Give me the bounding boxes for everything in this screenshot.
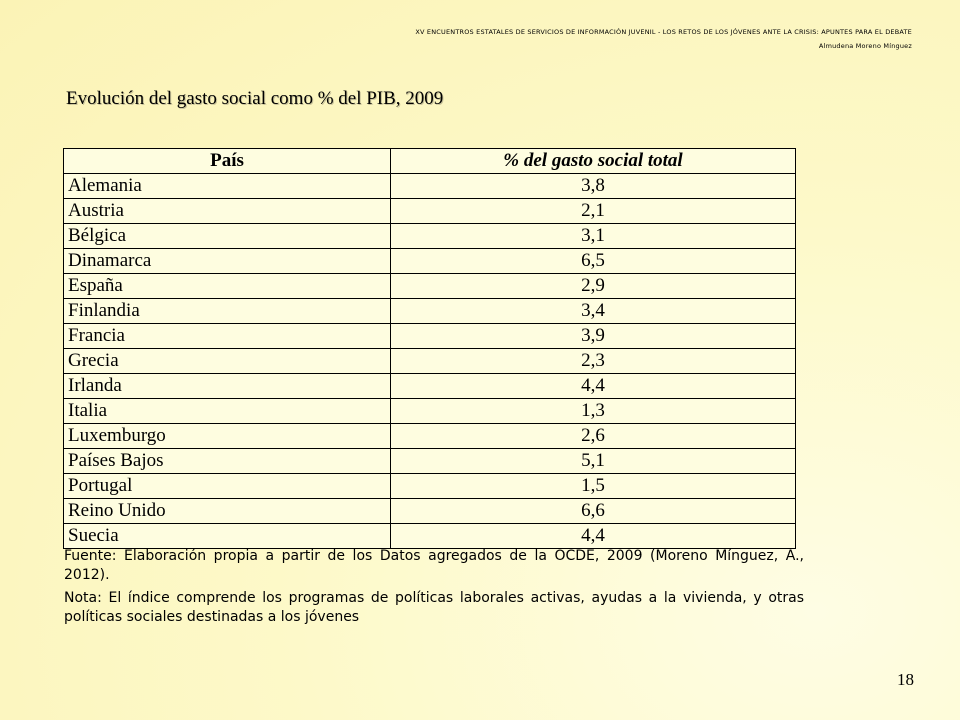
percentage-cell: 3,9 — [391, 324, 796, 349]
percentage-cell: 2,1 — [391, 199, 796, 224]
table-row — [64, 499, 796, 524]
country-cell: Países Bajos — [64, 449, 391, 474]
country-cell: Italia — [64, 399, 391, 424]
table-row — [64, 449, 796, 474]
table-row — [64, 199, 796, 224]
percentage-cell: 1,3 — [391, 399, 796, 424]
percentage-cell: 3,8 — [391, 174, 796, 199]
percentage-cell: 4,4 — [391, 524, 796, 549]
explanatory-note: Nota: El índice comprende los programas de políticas laborales activas, ayudas a la vivienda, y otras políticas sociales destinadas a los jóvenes — [64, 590, 804, 625]
header-event-title: XV ENCUENTROS ESTATALES DE SERVICIOS DE INFORMACIÓN JUVENIL - LOS RETOS DE LOS JÓVENES ANTE LA CRISIS: APUNTES PARA EL DEBATE — [415, 28, 912, 36]
table-body — [64, 174, 796, 549]
percentage-cell: 4,4 — [391, 374, 796, 399]
table-row — [64, 349, 796, 374]
percentage-cell: 1,5 — [391, 474, 796, 499]
percentage-cell: 3,1 — [391, 224, 796, 249]
table-notes — [64, 547, 804, 631]
country-cell: Dinamarca — [64, 249, 391, 274]
table-row — [64, 299, 796, 324]
percentage-cell: 2,6 — [391, 424, 796, 449]
country-cell: Suecia — [64, 524, 391, 549]
table-row — [64, 374, 796, 399]
percentage-cell: 6,6 — [391, 499, 796, 524]
table-row — [64, 249, 796, 274]
percentage-cell: 5,1 — [391, 449, 796, 474]
percentage-cell: 2,9 — [391, 274, 796, 299]
country-cell: Francia — [64, 324, 391, 349]
table-row — [64, 424, 796, 449]
source-note: Fuente: Elaboración propia a partir de los Datos agregados de la OCDE, 2009 (Moreno Mínguez, A., 2012). — [64, 548, 804, 583]
country-cell: Finlandia — [64, 299, 391, 324]
table-header-row — [64, 149, 796, 174]
country-cell: Reino Unido — [64, 499, 391, 524]
table-row — [64, 324, 796, 349]
document-header — [415, 25, 912, 53]
country-cell: Bélgica — [64, 224, 391, 249]
column-header-country: País — [64, 149, 391, 174]
page-number: 18 — [897, 670, 914, 689]
data-table — [63, 148, 796, 549]
table-row — [64, 524, 796, 549]
percentage-cell: 2,3 — [391, 349, 796, 374]
country-cell: Irlanda — [64, 374, 391, 399]
table-row — [64, 224, 796, 249]
percentage-cell: 3,4 — [391, 299, 796, 324]
country-cell: Alemania — [64, 174, 391, 199]
table-row — [64, 274, 796, 299]
country-cell: Luxemburgo — [64, 424, 391, 449]
country-cell: Portugal — [64, 474, 391, 499]
page-title: Evolución del gasto social como % del PIB, 2009 — [66, 88, 444, 109]
percentage-cell: 6,5 — [391, 249, 796, 274]
table-row — [64, 474, 796, 499]
table-row — [64, 174, 796, 199]
table-row — [64, 399, 796, 424]
column-header-percentage: % del gasto social total — [391, 149, 796, 174]
country-cell: Grecia — [64, 349, 391, 374]
country-cell: España — [64, 274, 391, 299]
country-cell: Austria — [64, 199, 391, 224]
header-author: Almudena Moreno Mínguez — [818, 42, 912, 50]
